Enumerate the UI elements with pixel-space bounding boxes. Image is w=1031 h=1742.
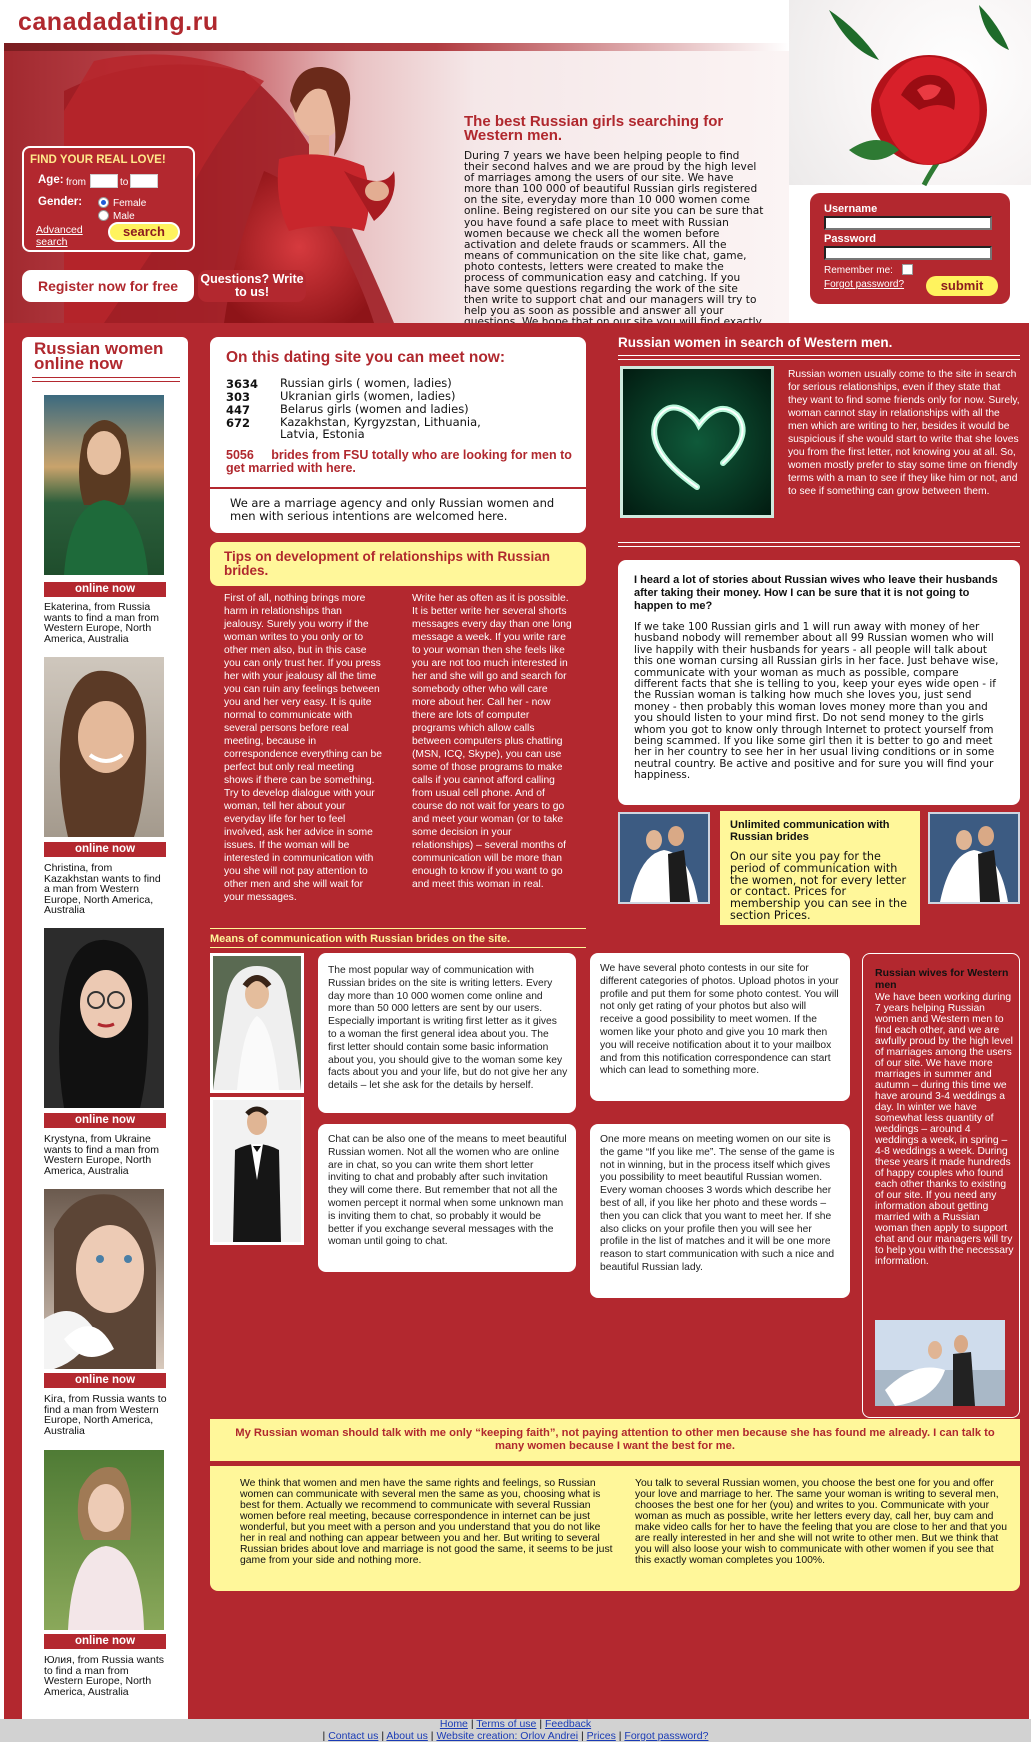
profile-photo[interactable] [44,395,164,575]
letters-card [318,953,576,1113]
online-now-badge[interactable]: online now [44,1373,166,1388]
wives-title: Russian wives for Western men [875,967,1009,991]
tips-column-1: First of all, nothing brings more harm in relationships than jealousy. Surely you worry if the woman writes to you only or to other men also, but in this case you can only trust her. If you press her with your jealousy all the time you can ruin any feelings between you and her very easy. It is quite normal to communicate with several persons before real meeting, because in correspondence everything can be perfect but only real meeting shows if there can be something. Try to develop dialogue with your woman, tell her about your everyday life for her to feel involved, ask her advice in some issues. If the woman will be interested in communication with you she will not pay attention to other men and she will wait for your messages. [224,593,382,903]
site-logo[interactable]: canadadating.ru [18,8,219,36]
footer-separator: | [381,1730,385,1742]
chat-card [318,1124,576,1272]
couple-photo-icon [620,814,708,902]
login-panel [810,193,1010,304]
footer-row-1 [0,1718,1031,1730]
username-input[interactable] [824,216,992,230]
qa-card [618,560,1020,805]
advanced-search-link[interactable]: Advanced search [36,224,83,248]
section-divider [618,355,1020,356]
age-from-label: from [66,177,86,188]
agency-note: We are a marriage agency and only Russian women and men with serious intentions are welcomed here. [230,496,555,523]
female-label: Female [113,198,147,209]
footer-prices-link[interactable]: Prices [586,1730,616,1742]
stat-count: 3634 [226,377,259,391]
age-from-input[interactable] [90,174,118,188]
footer-separator: | [539,1718,543,1730]
faith-body [210,1466,1020,1591]
tips-header [210,542,586,586]
woman-photo-icon [44,1450,164,1630]
couple-photo [928,812,1020,904]
footer-separator: | [580,1730,584,1742]
footer-forgot-link[interactable]: Forgot password? [624,1730,709,1742]
footer-separator: | [322,1730,326,1742]
bride-photo-icon [213,956,301,1090]
stat-count: 447 [226,403,251,417]
tips-column-2: Write her as often as it is possible. It is better write her several shorts messages every day than one long message a week. If you write rare to your woman then she feels like you are not too much interested in her and she will go and search for somebody other who will care more about her. Call her - now there are lots of computer programs which allow calls between computers plus chatting (MSN, ICQ, Skype), you can use some of those programs to make calls if you cannot afford calling from usual cell phone. And of course do not wait for years to go and meet your woman (or to take some decision in your relationships) – several months of communication will be more than enough to know if you want to go and meet this woman in real. [412,593,572,890]
register-button[interactable]: Register now for free [22,270,194,302]
wedding-photo [875,1320,1005,1406]
contests-text: We have several photo contests in our site for different categories of photos. Upload photos in your profile and put them for some photo contest. You will not only get rating of your photos but also will receive a good possibility to meet women. If the women like your photo and give you 10 mark then you will receive notification about it to your mailbox and from this notification correspondence can start which can lead to something more. [600,963,839,1077]
chat-text: Chat can be also one of the means to meet beautiful Russian women. Not all the women who are online are in chat, so you can write them short letter inviting to chat and probably after such invitation they will come there. But remember that not all the women percept it normal when some unknown man is inviting them to chat, so probably it would be better if you exchange several messages with the woman until going to chat. [328,1134,567,1248]
footer-separator: | [430,1730,434,1742]
gender-label: Gender: [38,196,83,208]
header-bar [4,43,789,51]
contests-card [590,953,850,1101]
remember-me-label: Remember me: [824,265,893,276]
footer-contact-link[interactable]: Contact us [328,1730,379,1742]
male-label: Male [113,211,135,222]
forgot-password-link[interactable]: Forgot password? [824,279,905,290]
meet-now-card [210,337,586,533]
woman-photo-icon [44,928,164,1108]
online-sidebar [22,337,188,1719]
stat-label: Russian girls ( women, ladies) [280,376,452,390]
male-radio[interactable] [98,210,109,221]
game-text: One more means on meeting women on our site is the game “If you like me”. The sense of the game is not in winning, but in the process itself which gives you possibility to meet beautiful Russian women. Every woman chooses 3 words which describe her best of all, if you like her photo and these words – then you can click that you want to meet her. If she also clicks on your profile then you will see her profile in the list of matches and it will be one more reason to start communication with such a nice and beautiful Russian lady. [600,1134,835,1273]
stat-label: Belarus girls (women and ladies) [280,402,469,416]
unlimited-card [720,811,920,925]
total-count: 5056 [226,448,254,462]
online-now-badge[interactable]: online now [44,842,166,857]
online-now-badge[interactable]: online now [44,1113,166,1128]
total-label: brides from FSU totally who are looking for men to get married with here. [226,448,572,475]
heart-icon [623,369,771,515]
rose-image [789,0,1031,185]
faith-header [210,1419,1020,1461]
hero-banner [4,51,789,323]
meet-now-title: On this dating site you can meet now: [226,349,506,366]
password-label: Password [824,233,876,245]
footer-creation-link[interactable]: Website creation: Orlov Andrei [436,1730,579,1742]
sidebar-divider [32,377,180,378]
woman-photo-icon [44,395,164,575]
means-divider [210,947,586,948]
faith-title: My Russian woman should talk with me only “keeping faith”, not paying attention to other men because she has found me already. I can talk to many women because I want the best for me. [235,1427,995,1452]
western-men-text: Russian women usually come to the site in search for serious relationships, even if they state that they want to find some friends only for now. Surely, woman cannot stay in relationships with all the men which are writing to her, besides it would be suspicious if she would start to write that she loves you from the first letter, not knowing you at all. So, women mostly prefer to stay some time on friendly terms with a man to see if they like him or not, and to see if something can grow between them. [788,369,1020,497]
wedding-photo-icon [875,1320,1005,1406]
couple-photo [618,812,710,904]
footer-home-link[interactable]: Home [439,1718,468,1730]
means-divider [210,928,586,929]
sidebar-divider [32,381,180,382]
profile-caption: Юлия, from Russia wants to find a man from Western Europe, North America, Australia [44,1654,165,1698]
unlimited-text: On our site you pay for the period of communication with the women, not for every letter or contact. Prices for membership you can see in the section Prices. [730,850,907,922]
faith-column-1: We think that women and men have the same rights and feelings, so Russian women can communicate with several men the same as you, choosing what is best for them. Actually we recommend to communicate with several Russian women before real meeting, because correspondence in internet can be just wonderful, but you meet with a person and you understand that you do not like her in real and nothing can appear between you and her. But writing to several Russian brides about love and marriage is not good the same, it seems to be just game from your side and nothing more. [240,1478,613,1566]
means-title: Means of communication with Russian brides on the site. [210,933,511,945]
faith-column-2: You talk to several Russian women, you choose the best one for you and offer your love and marriage to her. The same your woman is writing to several men, chooses the best one for her (you) and writes to you. Communicate with your woman as much as possible, write her letters every day, call her, buy cam and make video calls for her to have the feeling that you are close to her and that you are really interested in her and she will not write to other men. But we think that you will also loose your wish to communicate with other women if you see that this exactly woman completes you 100%. [635,1478,1007,1566]
stat-count: 303 [226,390,251,404]
letters-text: The most popular way of communication with Russian brides on the site is writing letters. Every day more than 10 000 women come online and more than 50 000 letters are sent by our users. Especially important is writing first letter as it gives to a woman the first general idea about you. The first letter should contain some basic information about you, you should give to the woman some key facts about you and your life, but do not give her any details – let she ask for the details by herself. [328,965,568,1092]
hero-text: During 7 years we have been helping people to find their second halves and we are proud by the high level of marriages among the users of our site. We have more than 100 000 of beautiful Russian girls registered on the site, everyday more than 10 000 women come online. Being registered on our site you can be sure that you have found a safe place to meet with Russian women because we check all the women before activation and delete frauds or scammers. All the means of communication on the site like chat, game, photo contests, letters were created to make the process of communication easy and catching. If you have some questions regarding the work of the site then write to support chat and our managers will try to help you as soon as possible and answer all your [464,150,764,318]
wives-text: We have been working during 7 years helping Russian women and Western men to find each other, and we are awfully proud by the high level of marriages among the users of our site. We have more marriages in summer and autumn – during this time we have around 3-4 weddings a day. In winter we have somewhat less quantity of weddings – around 4 weddings a week, in spring – 4-8 weddings a week. During these years it made hundreds of happy couples who found each other thanks to existing of our site. If you need any information about getting married with a Russian woman then apply to support chat and our managers will try to help you with the necessary information. [875,992,1014,1267]
qa-answer: If we take 100 Russian girls and 1 will run away with money of her husband nobody will remember about all 99 Russian women who will live happily with their husbands for years - all people will talk about this one woman cursing all Russian girls in her face. Just behave wise, communicate with your woman as much as possible, compare different facts that she is telling to you, keep your eyes wide open - if the Russian woman is talking how much she loves you, just send money - then probably this woman loves money more than you and you should listen to your mind first. Do not send money to the girls whom you got to know only through Internet to protect yourself from being scammed. If you like some girl then it is better to go and meet her in her country to see her in her usual living conditions or in some neutral country. Be active and positive and for sure you will find your happiness. [634,621,999,782]
profile-caption: Kira, from Russia wants to find a man from Western Europe, North America, Australia [44,1393,167,1437]
western-men-title: Russian women in search of Western men. [618,335,893,350]
search-panel [22,146,195,252]
age-to-label: to [120,177,129,188]
profile-photo[interactable] [44,1450,164,1630]
tips-title: Tips on development of relationships with Russian brides. [224,549,551,578]
faith-divider [210,1461,1020,1462]
footer-about-link[interactable]: About us [386,1730,428,1742]
bride-photo [210,953,304,1093]
password-input[interactable] [824,246,992,260]
profile-caption: Christina, from Kazakhstan wants to find a man from Western Europe, North America, Australia [44,862,161,916]
hero-title: The best Russian girls searching for Western men. [464,113,724,144]
footer-row-2 [0,1730,1031,1742]
submit-button[interactable]: submit [926,276,998,296]
woman-photo-icon [44,657,164,837]
groom-photo-icon [213,1100,301,1242]
search-panel-title: FIND YOUR REAL LOVE! [30,154,166,166]
profile-caption: Krystyna, from Ukraine wants to find a man from Western Europe, North America, Australia [44,1133,159,1177]
profile-photo[interactable] [44,928,164,1108]
total-brides [226,449,576,475]
online-now-badge[interactable]: online now [44,582,166,597]
heart-image [620,366,774,518]
groom-photo [210,1097,304,1245]
qa-question: I heard a lot of stories about Russian wives who leave their husbands after taking their money. How I can be sure that it is not going to happen to me? [634,574,998,612]
footer-feedback-link[interactable]: Feedback [544,1718,592,1730]
online-now-badge[interactable]: online now [44,1634,166,1649]
username-label: Username [824,203,878,215]
footer-separator: | [470,1718,474,1730]
age-label: Age: [38,174,64,186]
stat-label: Kazakhstan, Kyrgyzstan, Lithuania, Latvia, Estonia [280,415,481,441]
footer-separator: | [618,1730,622,1742]
sidebar-title: Russian women online now [34,339,164,373]
card-divider [210,487,586,489]
footer-terms-link[interactable]: Terms of use [476,1718,537,1730]
profile-caption: Ekaterina, from Russia wants to find a man from Western Europe, North America, Australia [44,601,159,645]
remember-me-checkbox[interactable] [902,264,913,275]
stat-label: Ukranian girls (women, ladies) [280,389,456,403]
search-button[interactable]: search [108,222,180,242]
wives-panel [862,953,1020,1418]
questions-button[interactable]: Questions? Write to us! [198,270,306,302]
profile-photo[interactable] [44,1189,164,1369]
section-divider [618,546,1020,547]
female-radio[interactable] [98,197,109,208]
stat-count: 672 [226,416,251,430]
profile-photo[interactable] [44,657,164,837]
section-divider [618,542,1020,543]
rose-icon [789,0,1031,185]
game-card [590,1124,850,1298]
couple-photo-icon [930,814,1018,902]
woman-photo-icon [44,1189,164,1369]
age-to-input[interactable] [130,174,158,188]
section-divider [618,359,1020,360]
unlimited-title: Unlimited communication with Russian brides [730,819,890,843]
